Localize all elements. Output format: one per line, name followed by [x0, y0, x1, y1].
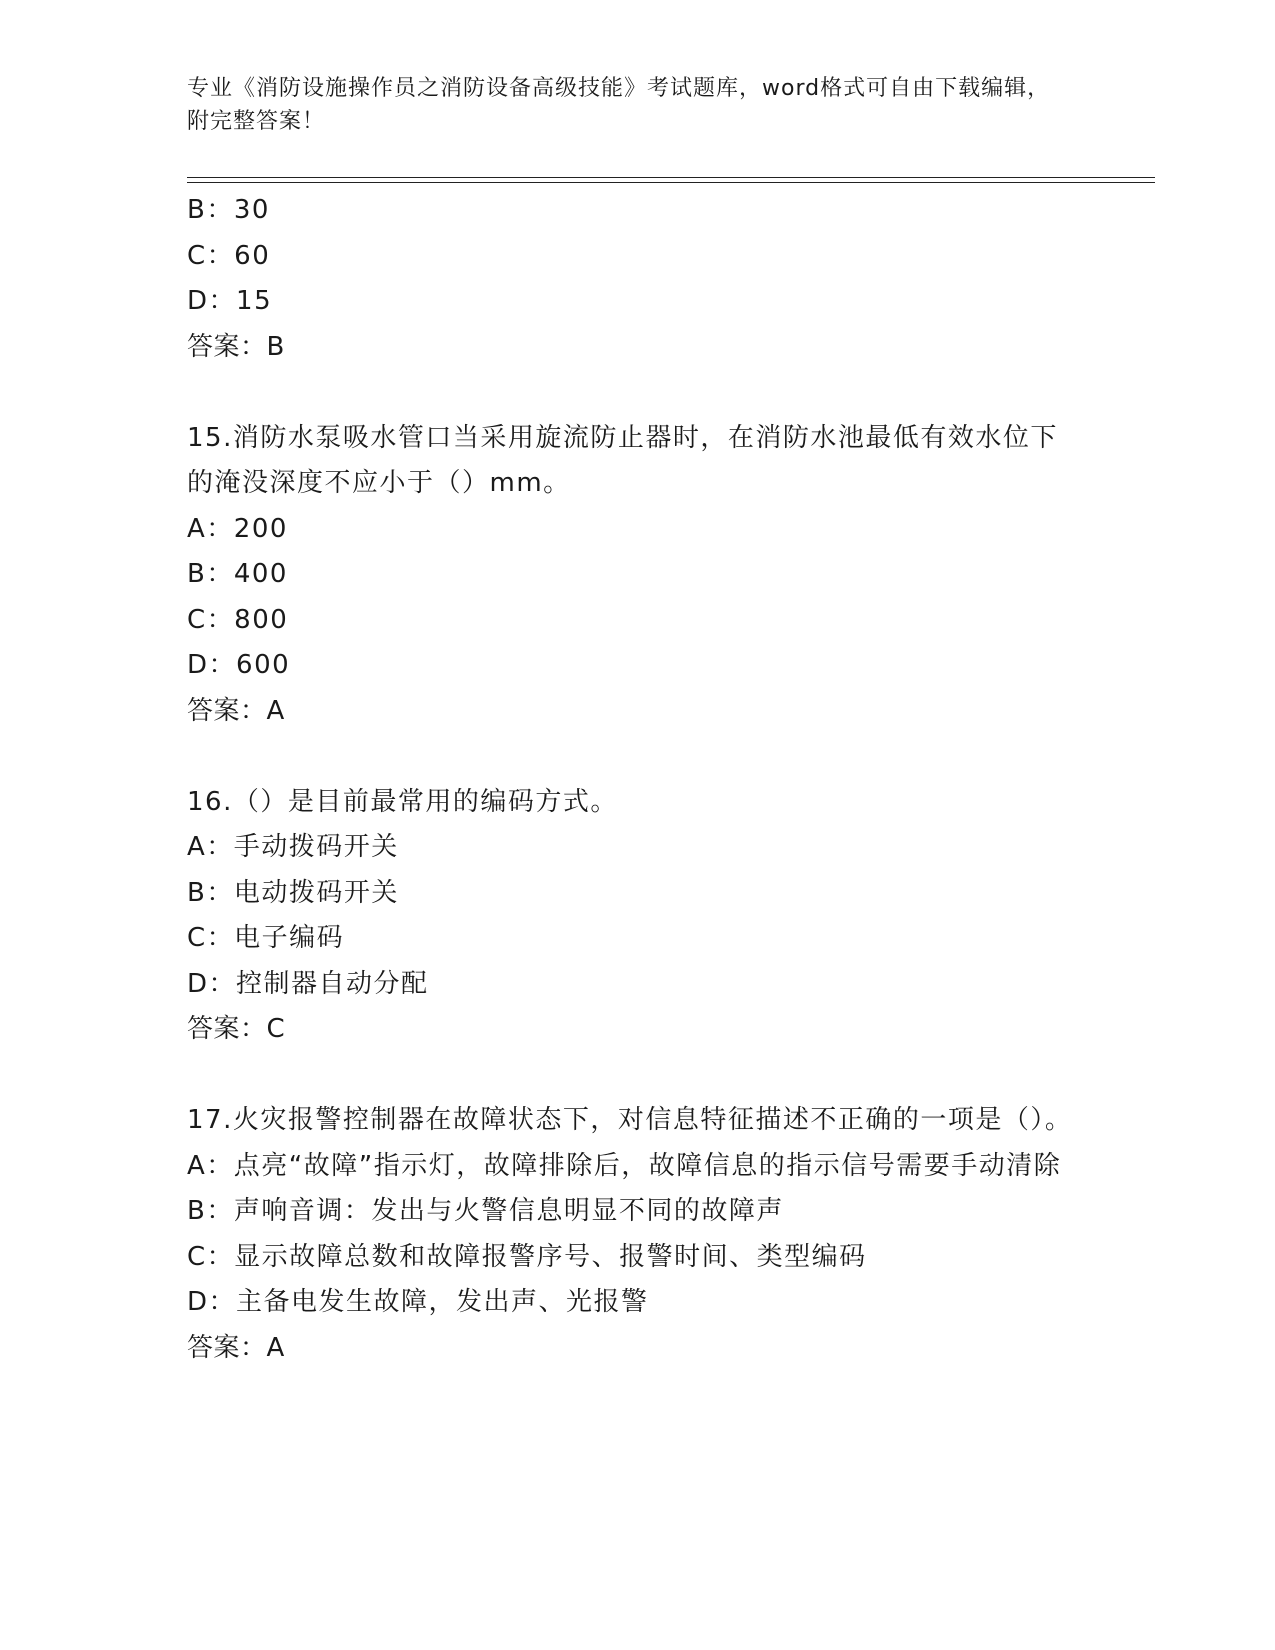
- question-17-option-a: A：点亮“故障”指示灯，故障排除后，故障信息的指示信号需要手动清除: [187, 1150, 1062, 1181]
- spacer: [187, 734, 1077, 780]
- option-d: D：15: [187, 286, 273, 316]
- question-17-option-b: B：声响音调：发出与火警信息明显不同的故障声: [187, 1196, 784, 1226]
- spacer: [187, 370, 1077, 416]
- question-16-option-b: B：电动拨码开关: [187, 877, 399, 908]
- page-header: 专业《消防设施操作员之消防设备高级技能》考试题库，word格式可自由下载编辑，附完整答案！: [187, 76, 1051, 134]
- question-15-text: 15.消防水泵吸水管口当采用旋流防止器时，在消防水池最低有效水位下的淹没深度不应小于（）mm。: [187, 422, 1058, 498]
- question-15-option-a: A：200: [187, 513, 288, 544]
- question-16-option-a: A：手动拨码开关: [187, 832, 399, 862]
- question-15-option-d: D：600: [187, 650, 291, 680]
- option-b: B：30: [187, 195, 270, 225]
- question-16-option-c: C：电子编码: [187, 923, 345, 953]
- question-list: [187, 188, 1077, 1371]
- answer-label: 答案：B: [187, 331, 285, 362]
- header-divider-top: [187, 177, 1155, 178]
- question-16-option-d: D：控制器自动分配: [187, 968, 429, 999]
- question-17-answer: 答案：A: [187, 1332, 285, 1363]
- question-15-option-c: C：800: [187, 604, 289, 635]
- question-17-option-d: D：主备电发生故障，发出声、光报警: [187, 1287, 649, 1317]
- header-divider-bottom: [187, 182, 1155, 183]
- question-15-answer: 答案：A: [187, 695, 285, 726]
- question-16-text: 16.（）是目前最常用的编码方式。: [187, 786, 618, 817]
- question-17-option-c: C：显示故障总数和故障报警序号、报警时间、类型编码: [187, 1241, 867, 1272]
- option-c: C：60: [187, 240, 271, 271]
- question-17-text: 17.火灾报警控制器在故障状态下，对信息特征描述不正确的一项是（）。: [187, 1105, 1073, 1135]
- question-15-option-b: B：400: [187, 559, 288, 589]
- spacer: [187, 1053, 1077, 1099]
- question-16-answer: 答案：C: [187, 1014, 286, 1044]
